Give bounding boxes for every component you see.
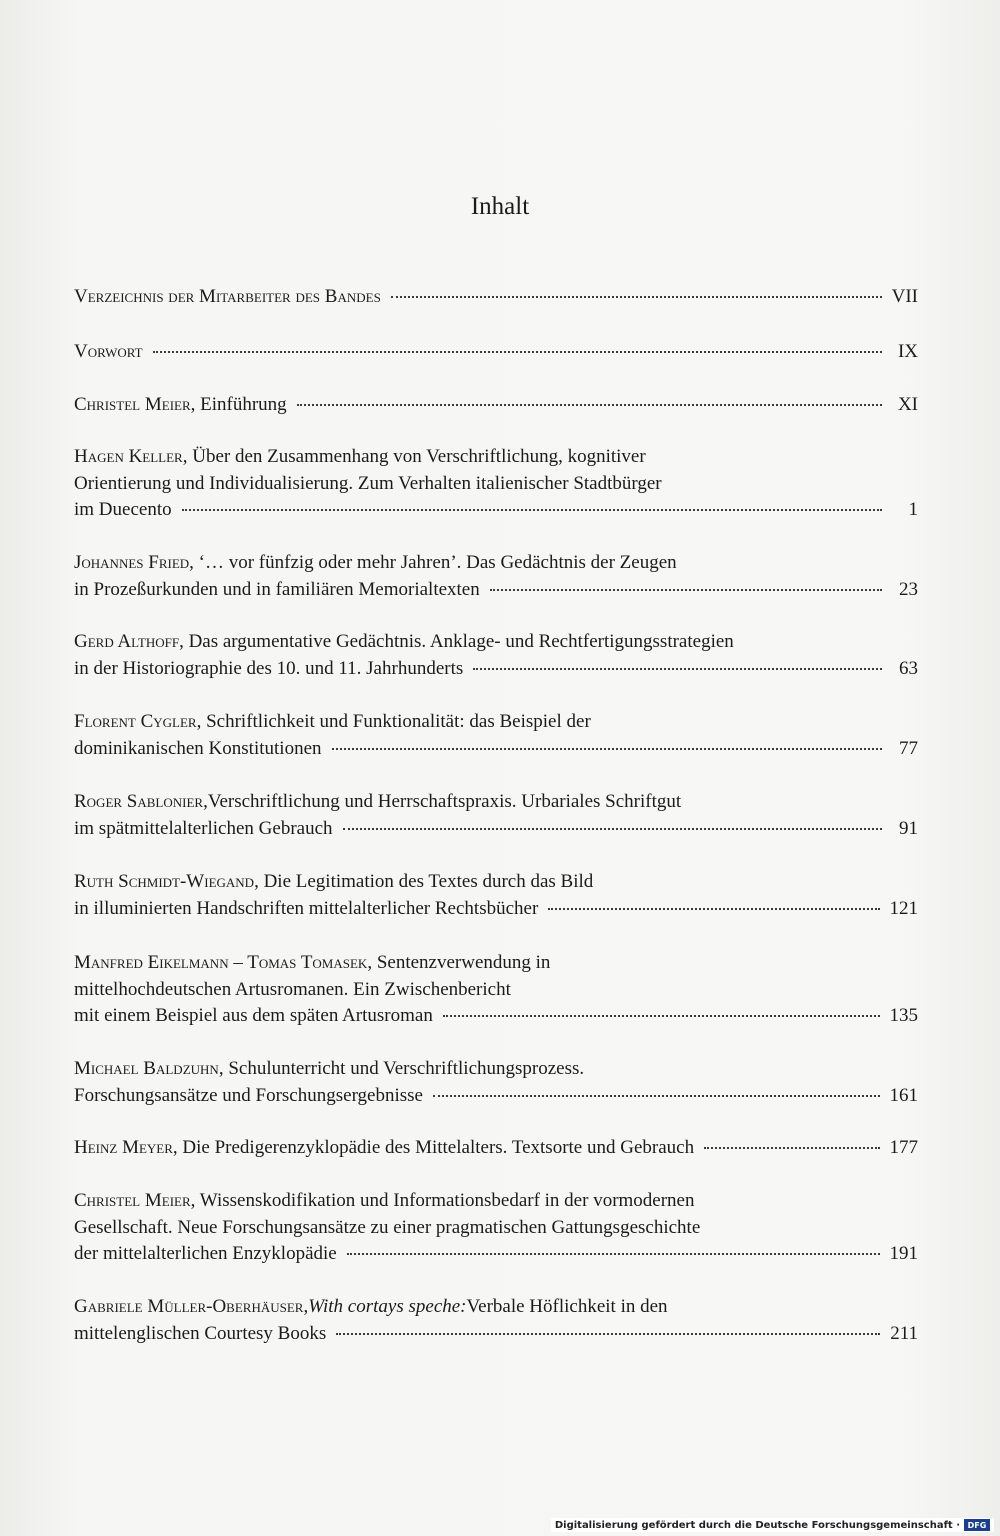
- toc-title-italic: With cortays speche:: [308, 1296, 467, 1317]
- page-title: Inhalt: [470, 193, 530, 220]
- dot-leader: [433, 1094, 880, 1097]
- toc-title-line: mit einem Beispiel aus dem späten Artusroman: [74, 1005, 433, 1026]
- toc-title-line: Gesellschaft. Neue Forschungsansätze zu einer pragmatischen Gattungsgeschichte: [74, 1216, 701, 1238]
- toc-author: Florent Cygler: [74, 711, 197, 732]
- toc-author: Christel Meier: [74, 1190, 191, 1211]
- dot-leader: [182, 508, 882, 511]
- dot-leader: [473, 667, 882, 670]
- toc-entry: [74, 1188, 918, 1268]
- toc-page: VII: [891, 286, 918, 307]
- toc-author: Ruth Schmidt-Wiegand: [74, 871, 255, 892]
- toc-entry: [74, 284, 918, 311]
- toc-entry: [74, 444, 918, 524]
- toc-entry: [74, 392, 918, 419]
- dot-leader: [704, 1146, 879, 1149]
- toc-entry: [74, 869, 918, 922]
- toc-entry: [74, 709, 918, 762]
- dot-leader: [153, 350, 882, 353]
- toc-title-line: ,Verschriftlichung und Herrschaftspraxis. Urbariales Schriftgut: [203, 791, 682, 812]
- toc-entry: [74, 1294, 918, 1347]
- toc-title-line: , Die Predigerenzyklopädie des Mittelalters. Textsorte und Gebrauch: [172, 1137, 695, 1158]
- toc-title-line: , Einführung: [190, 394, 287, 415]
- toc-title-line: , Schulunterricht und Verschriftlichungsprozess.: [218, 1058, 585, 1079]
- toc-page: 77: [899, 737, 918, 759]
- dot-leader: [548, 907, 879, 910]
- toc-title-line: , Das argumentative Gedächtnis. Anklage- und Rechtfertigungsstrategien: [179, 631, 734, 652]
- toc-page: XI: [897, 394, 918, 415]
- toc-title-line: ,: [303, 1296, 309, 1317]
- toc-entry: [74, 629, 918, 682]
- toc-title-line: in Prozeßurkunden und in familiären Memorialtexten: [74, 578, 480, 600]
- toc-title-line: , Schriftlichkeit und Funktionalität: das Beispiel der: [196, 711, 591, 732]
- toc-page: 23: [899, 578, 918, 600]
- toc-entry: [74, 550, 918, 603]
- digitization-credit: [551, 1518, 994, 1532]
- toc-page: 1: [908, 499, 918, 520]
- toc-entry: [74, 789, 918, 842]
- toc-title-line: in der Historiographie des 10. und 11. Jahrhunderts: [74, 657, 464, 679]
- toc-entry: [74, 1135, 918, 1162]
- dot-leader: [336, 1332, 880, 1335]
- dot-leader: [347, 1252, 880, 1255]
- toc-title-line: Forschungsansätze und Forschungsergebnisse: [74, 1084, 423, 1106]
- toc-page: 91: [899, 817, 918, 839]
- toc-title-line: dominikanischen Konstitutionen: [74, 737, 322, 759]
- toc-page: 121: [889, 897, 918, 919]
- toc-title-line: in illuminierten Handschriften mittelalterlicher Rechtsbücher: [74, 897, 539, 919]
- toc-title-line: der mittelalterlichen Enzyklopädie: [74, 1243, 337, 1264]
- toc-title-line: , Über den Zusammenhang von Verschriftlichung, kognitiver: [182, 446, 646, 467]
- dot-leader: [443, 1014, 880, 1017]
- toc-page: 177: [889, 1137, 918, 1158]
- toc-author: Christel Meier: [74, 394, 191, 415]
- toc-page: 135: [889, 1005, 918, 1026]
- dot-leader: [391, 295, 882, 298]
- toc-title-line: , Sentenzverwendung in: [367, 952, 551, 973]
- toc-page: IX: [897, 341, 918, 362]
- toc-title-line: mittelhochdeutschen Artusromanen. Ein Zwischenbericht: [74, 978, 511, 1000]
- toc-entry: [74, 1056, 918, 1109]
- toc-title-line: Orientierung und Individualisierung. Zum Verhalten italienischer Stadtbürger: [74, 472, 662, 494]
- toc-author: Hagen Keller: [74, 446, 183, 467]
- toc-title-line: , Wissenskodifikation und Informationsbedarf in der vormodernen: [190, 1190, 695, 1211]
- dot-leader: [332, 747, 882, 750]
- toc-author: Michael Baldzuhn: [74, 1058, 219, 1079]
- dot-leader: [297, 403, 882, 406]
- toc-entry: [74, 339, 918, 366]
- dot-leader: [343, 827, 882, 830]
- toc-title-line: Verbale Höflichkeit in den: [466, 1296, 668, 1317]
- toc-title-line: , Die Legitimation des Textes durch das Bild: [254, 871, 594, 892]
- toc-author: Roger Sablonier: [74, 791, 204, 812]
- toc-page: 161: [889, 1084, 918, 1106]
- toc-author: Gabriele Müller-Oberhäuser: [74, 1296, 304, 1317]
- toc-title-line: im Duecento: [74, 499, 172, 520]
- toc-page: 191: [889, 1243, 918, 1264]
- toc-author: Vorwort: [74, 341, 143, 362]
- toc-title-line: mittelenglischen Courtesy Books: [74, 1322, 327, 1344]
- toc-title-line: , ‘… vor fünfzig oder mehr Jahren’. Das Gedächtnis der Zeugen: [189, 552, 677, 573]
- dfg-logo-icon: DFG: [964, 1519, 990, 1531]
- toc-title-line: im spätmittelalterlichen Gebrauch: [74, 817, 333, 839]
- toc-page: 211: [890, 1322, 918, 1344]
- toc-author: Johannes Fried: [74, 552, 190, 573]
- toc-author: Manfred Eikelmann – Tomas Tomasek: [74, 952, 368, 973]
- toc-page: 63: [899, 657, 918, 679]
- toc-author: Verzeichnis der Mitarbeiter des Bandes: [74, 286, 381, 307]
- toc-entry: [74, 950, 918, 1030]
- toc-author: Gerd Althoff: [74, 631, 180, 652]
- credit-text: Digitalisierung gefördert durch die Deutsche Forschungsgemeinschaft ·: [554, 1519, 960, 1531]
- dot-leader: [490, 588, 882, 591]
- toc-author: Heinz Meyer: [74, 1137, 173, 1158]
